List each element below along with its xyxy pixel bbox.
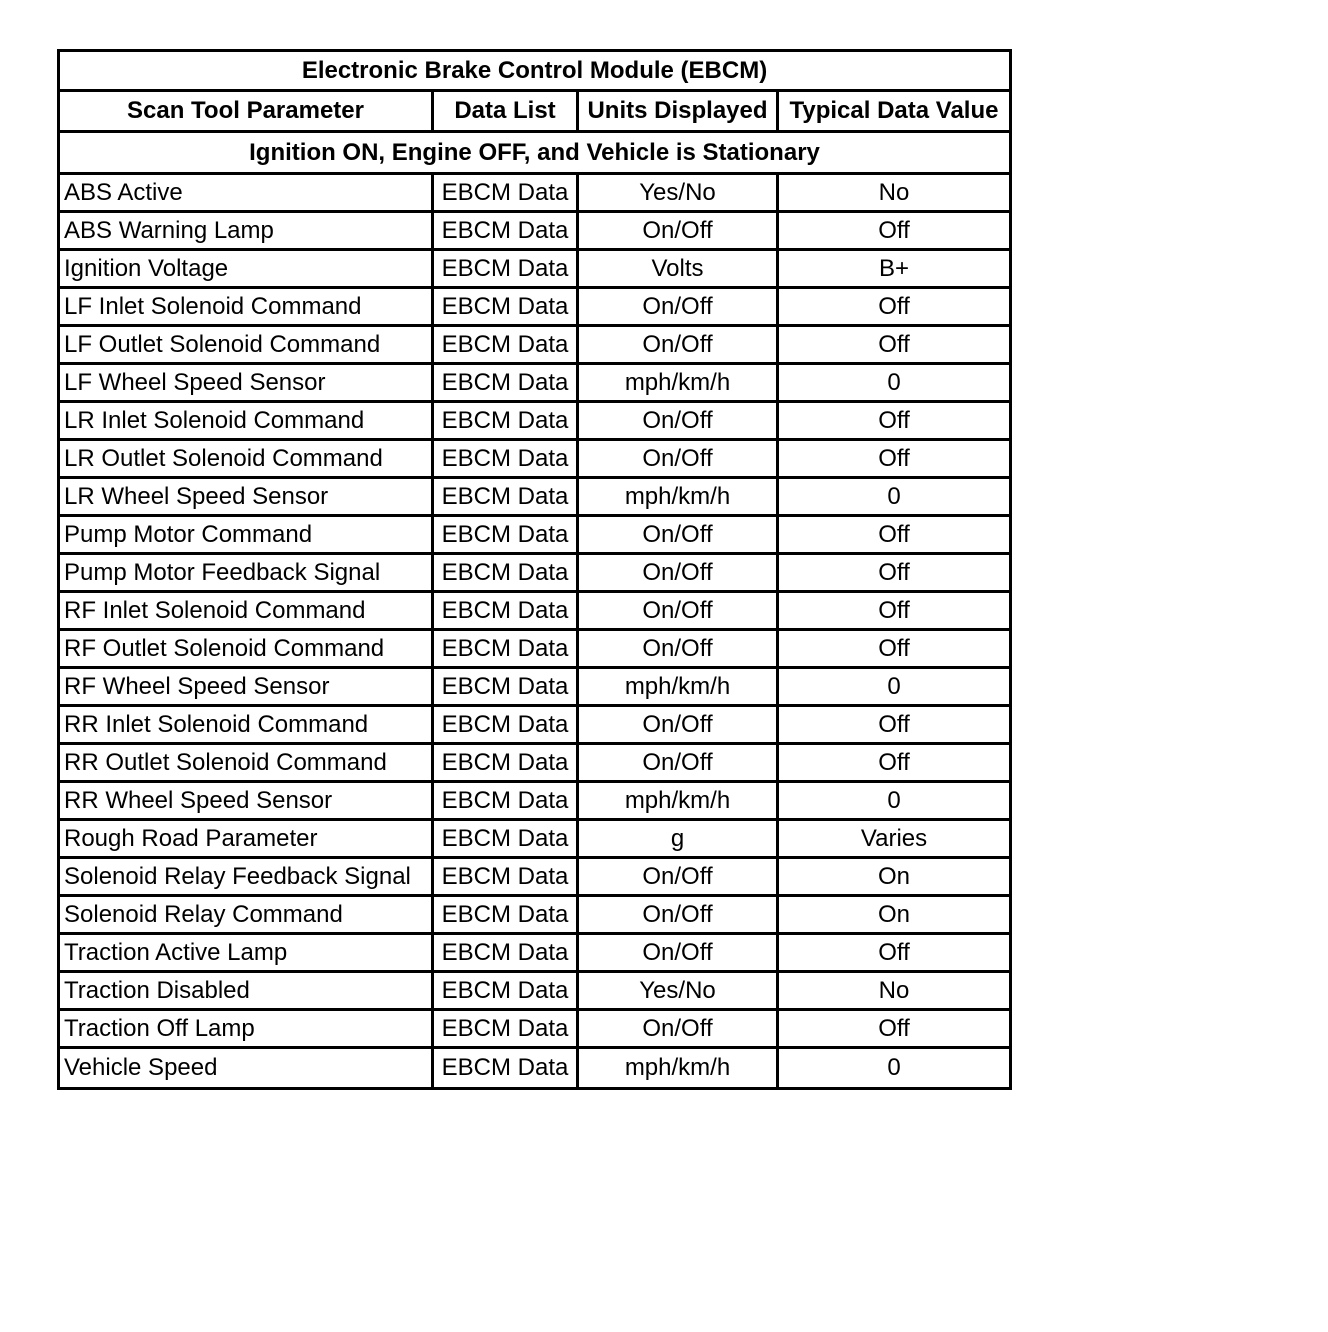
row-units: On/Off (579, 327, 779, 365)
row-units: On/Off (579, 555, 779, 593)
row-units: g (579, 821, 779, 859)
row-parameter: Rough Road Parameter (60, 821, 434, 859)
row-units: On/Off (579, 897, 779, 935)
row-parameter: Vehicle Speed (60, 1049, 434, 1087)
table-row (60, 783, 1009, 821)
row-typical-value: Off (779, 555, 1009, 593)
condition-row (60, 133, 1009, 175)
table-body (60, 175, 1009, 1087)
table-row (60, 631, 1009, 669)
table-row (60, 289, 1009, 327)
row-parameter: Solenoid Relay Command (60, 897, 434, 935)
row-data-list: EBCM Data (434, 365, 579, 403)
row-parameter: LF Inlet Solenoid Command (60, 289, 434, 327)
table-row (60, 821, 1009, 859)
row-parameter: LF Wheel Speed Sensor (60, 365, 434, 403)
row-data-list: EBCM Data (434, 1049, 579, 1087)
table-row (60, 327, 1009, 365)
row-units: Yes/No (579, 973, 779, 1011)
row-typical-value: Off (779, 517, 1009, 555)
row-parameter: RF Wheel Speed Sensor (60, 669, 434, 707)
row-data-list: EBCM Data (434, 631, 579, 669)
row-data-list: EBCM Data (434, 441, 579, 479)
row-data-list: EBCM Data (434, 783, 579, 821)
row-parameter: Traction Active Lamp (60, 935, 434, 973)
table-row (60, 669, 1009, 707)
table-row (60, 707, 1009, 745)
row-parameter: RF Inlet Solenoid Command (60, 593, 434, 631)
row-typical-value: 0 (779, 365, 1009, 403)
row-data-list: EBCM Data (434, 669, 579, 707)
row-typical-value: Off (779, 745, 1009, 783)
row-typical-value: 0 (779, 783, 1009, 821)
table-row (60, 251, 1009, 289)
row-units: On/Off (579, 859, 779, 897)
table-title: Electronic Brake Control Module (EBCM) (60, 52, 1009, 92)
row-data-list: EBCM Data (434, 479, 579, 517)
row-units: mph/km/h (579, 365, 779, 403)
row-typical-value: Off (779, 213, 1009, 251)
row-typical-value: Off (779, 289, 1009, 327)
row-units: mph/km/h (579, 1049, 779, 1087)
table-row (60, 859, 1009, 897)
row-units: On/Off (579, 707, 779, 745)
row-typical-value: B+ (779, 251, 1009, 289)
header-data-list: Data List (434, 92, 579, 133)
row-parameter: RF Outlet Solenoid Command (60, 631, 434, 669)
row-typical-value: Off (779, 403, 1009, 441)
row-units: mph/km/h (579, 669, 779, 707)
row-parameter: ABS Active (60, 175, 434, 213)
table-row (60, 593, 1009, 631)
row-data-list: EBCM Data (434, 403, 579, 441)
table-row (60, 517, 1009, 555)
row-parameter: RR Wheel Speed Sensor (60, 783, 434, 821)
header-typical-data-value: Typical Data Value (779, 92, 1009, 133)
row-data-list: EBCM Data (434, 251, 579, 289)
row-typical-value: 0 (887, 1054, 901, 1081)
row-units: Yes/No (579, 175, 779, 213)
row-units: On/Off (579, 517, 779, 555)
row-data-list: EBCM Data (434, 897, 579, 935)
row-parameter: Traction Off Lamp (60, 1011, 434, 1049)
row-units: On/Off (579, 593, 779, 631)
row-typical-value: Varies (779, 821, 1009, 859)
table-row (60, 1011, 1009, 1049)
row-typical-value: On (779, 859, 1009, 897)
row-data-list: EBCM Data (434, 517, 579, 555)
row-typical-value: No (779, 973, 1009, 1011)
row-typical-value: Off (779, 441, 1009, 479)
row-data-list: EBCM Data (434, 935, 579, 973)
ebcm-data-table (57, 49, 1012, 1090)
row-parameter: RR Inlet Solenoid Command (60, 707, 434, 745)
row-units: On/Off (579, 745, 779, 783)
table-row (60, 935, 1009, 973)
row-parameter: LR Inlet Solenoid Command (60, 403, 434, 441)
row-typical-value: Off (779, 327, 1009, 365)
row-parameter: Pump Motor Command (60, 517, 434, 555)
row-data-list: EBCM Data (434, 707, 579, 745)
table-row (60, 175, 1009, 213)
row-typical-value: Off (779, 935, 1009, 973)
row-data-list: EBCM Data (434, 555, 579, 593)
row-typical-value: Off (779, 593, 1009, 631)
row-units: mph/km/h (579, 479, 779, 517)
table-row (60, 745, 1009, 783)
row-data-list: EBCM Data (434, 859, 579, 897)
row-typical-value: Off (779, 631, 1009, 669)
row-parameter: Solenoid Relay Feedback Signal (60, 859, 434, 897)
table-title-row (60, 52, 1009, 92)
row-data-list: EBCM Data (434, 213, 579, 251)
row-units: On/Off (579, 631, 779, 669)
table-row (60, 441, 1009, 479)
row-data-list: EBCM Data (434, 821, 579, 859)
table-row (60, 213, 1009, 251)
table-row (60, 555, 1009, 593)
row-units: On/Off (579, 289, 779, 327)
row-units: On/Off (579, 403, 779, 441)
row-data-list: EBCM Data (434, 327, 579, 365)
row-parameter: ABS Warning Lamp (60, 213, 434, 251)
row-units: On/Off (579, 213, 779, 251)
table-row (60, 1049, 1009, 1087)
header-scan-tool-parameter: Scan Tool Parameter (60, 92, 434, 133)
row-data-list: EBCM Data (434, 175, 579, 213)
row-parameter: Traction Disabled (60, 973, 434, 1011)
row-parameter: Pump Motor Feedback Signal (60, 555, 434, 593)
table-row (60, 973, 1009, 1011)
row-typical-value: Off (779, 707, 1009, 745)
row-units: On/Off (579, 1011, 779, 1049)
row-data-list: EBCM Data (434, 745, 579, 783)
row-parameter: LR Wheel Speed Sensor (60, 479, 434, 517)
row-parameter: Ignition Voltage (60, 251, 434, 289)
row-typical-value: No (779, 175, 1009, 213)
row-data-list: EBCM Data (434, 593, 579, 631)
row-typical-value: On (779, 897, 1009, 935)
column-header-row (60, 92, 1009, 133)
table-row (60, 403, 1009, 441)
row-parameter: LF Outlet Solenoid Command (60, 327, 434, 365)
test-condition: Ignition ON, Engine OFF, and Vehicle is Stationary (60, 133, 1009, 175)
header-units-displayed: Units Displayed (579, 92, 779, 133)
row-units: Volts (579, 251, 779, 289)
table-row (60, 479, 1009, 517)
table-row (60, 365, 1009, 403)
row-typical-value: Off (779, 1011, 1009, 1049)
row-typical-value: 0 (779, 479, 1009, 517)
row-data-list: EBCM Data (434, 1011, 579, 1049)
row-units: mph/km/h (579, 783, 779, 821)
row-data-list: EBCM Data (434, 973, 579, 1011)
row-units: On/Off (579, 935, 779, 973)
row-parameter: LR Outlet Solenoid Command (60, 441, 434, 479)
row-parameter: RR Outlet Solenoid Command (60, 745, 434, 783)
row-units: On/Off (579, 441, 779, 479)
table-row (60, 897, 1009, 935)
row-typical-value: 0 (779, 669, 1009, 707)
row-data-list: EBCM Data (434, 289, 579, 327)
